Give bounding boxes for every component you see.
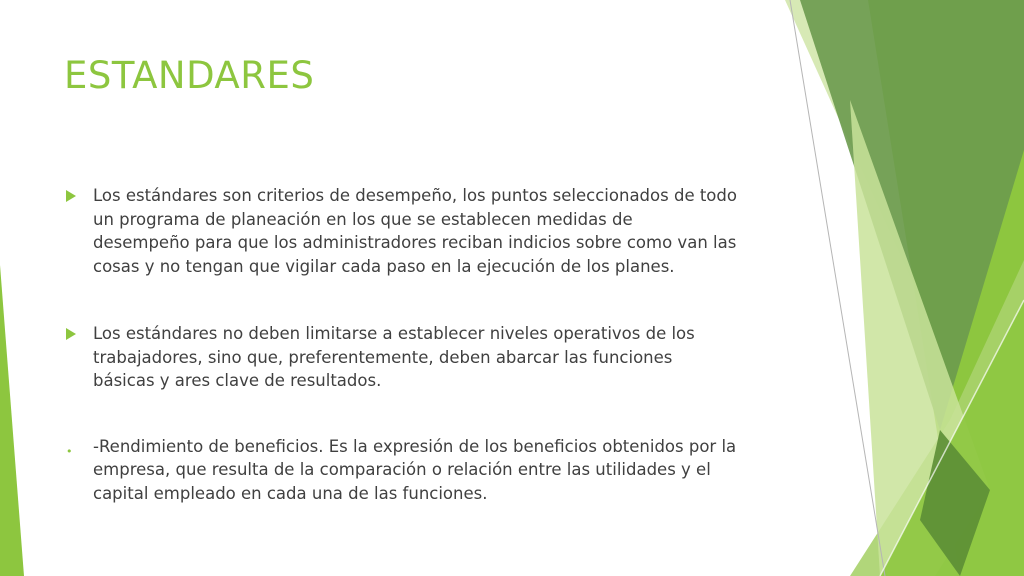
list-item bbox=[64, 435, 794, 506]
bullet-list bbox=[64, 184, 794, 505]
list-item bbox=[64, 322, 794, 393]
dot-bullet-icon: • bbox=[66, 444, 73, 458]
list-item-text: Los estándares son criterios de desempeño, los puntos seleccionados de todo un programa de planeación en los que se establecen medidas de desempeño para que los administradores reciban indicios sobre como van las cosas y no tengan que vigilar cada paso en la ejecución de los planes. bbox=[93, 186, 737, 276]
arrow-bullet-icon bbox=[66, 328, 76, 340]
arrow-bullet-icon bbox=[66, 190, 76, 202]
list-item-text: Los estándares no deben limitarse a establecer niveles operativos de los trabajadores, sino que, preferentemente, deben abarcar las funciones básicas y ares clave de resultados. bbox=[93, 324, 695, 390]
list-item bbox=[64, 184, 794, 278]
slide-title: ESTANDARES bbox=[64, 54, 315, 97]
list-item-text: -Rendimiento de beneficios. Es la expresión de los beneficios obtenidos por la empresa, que resulta de la comparación o relación entre las utilidades y el capital empleado en cada una de las funciones. bbox=[93, 436, 737, 503]
